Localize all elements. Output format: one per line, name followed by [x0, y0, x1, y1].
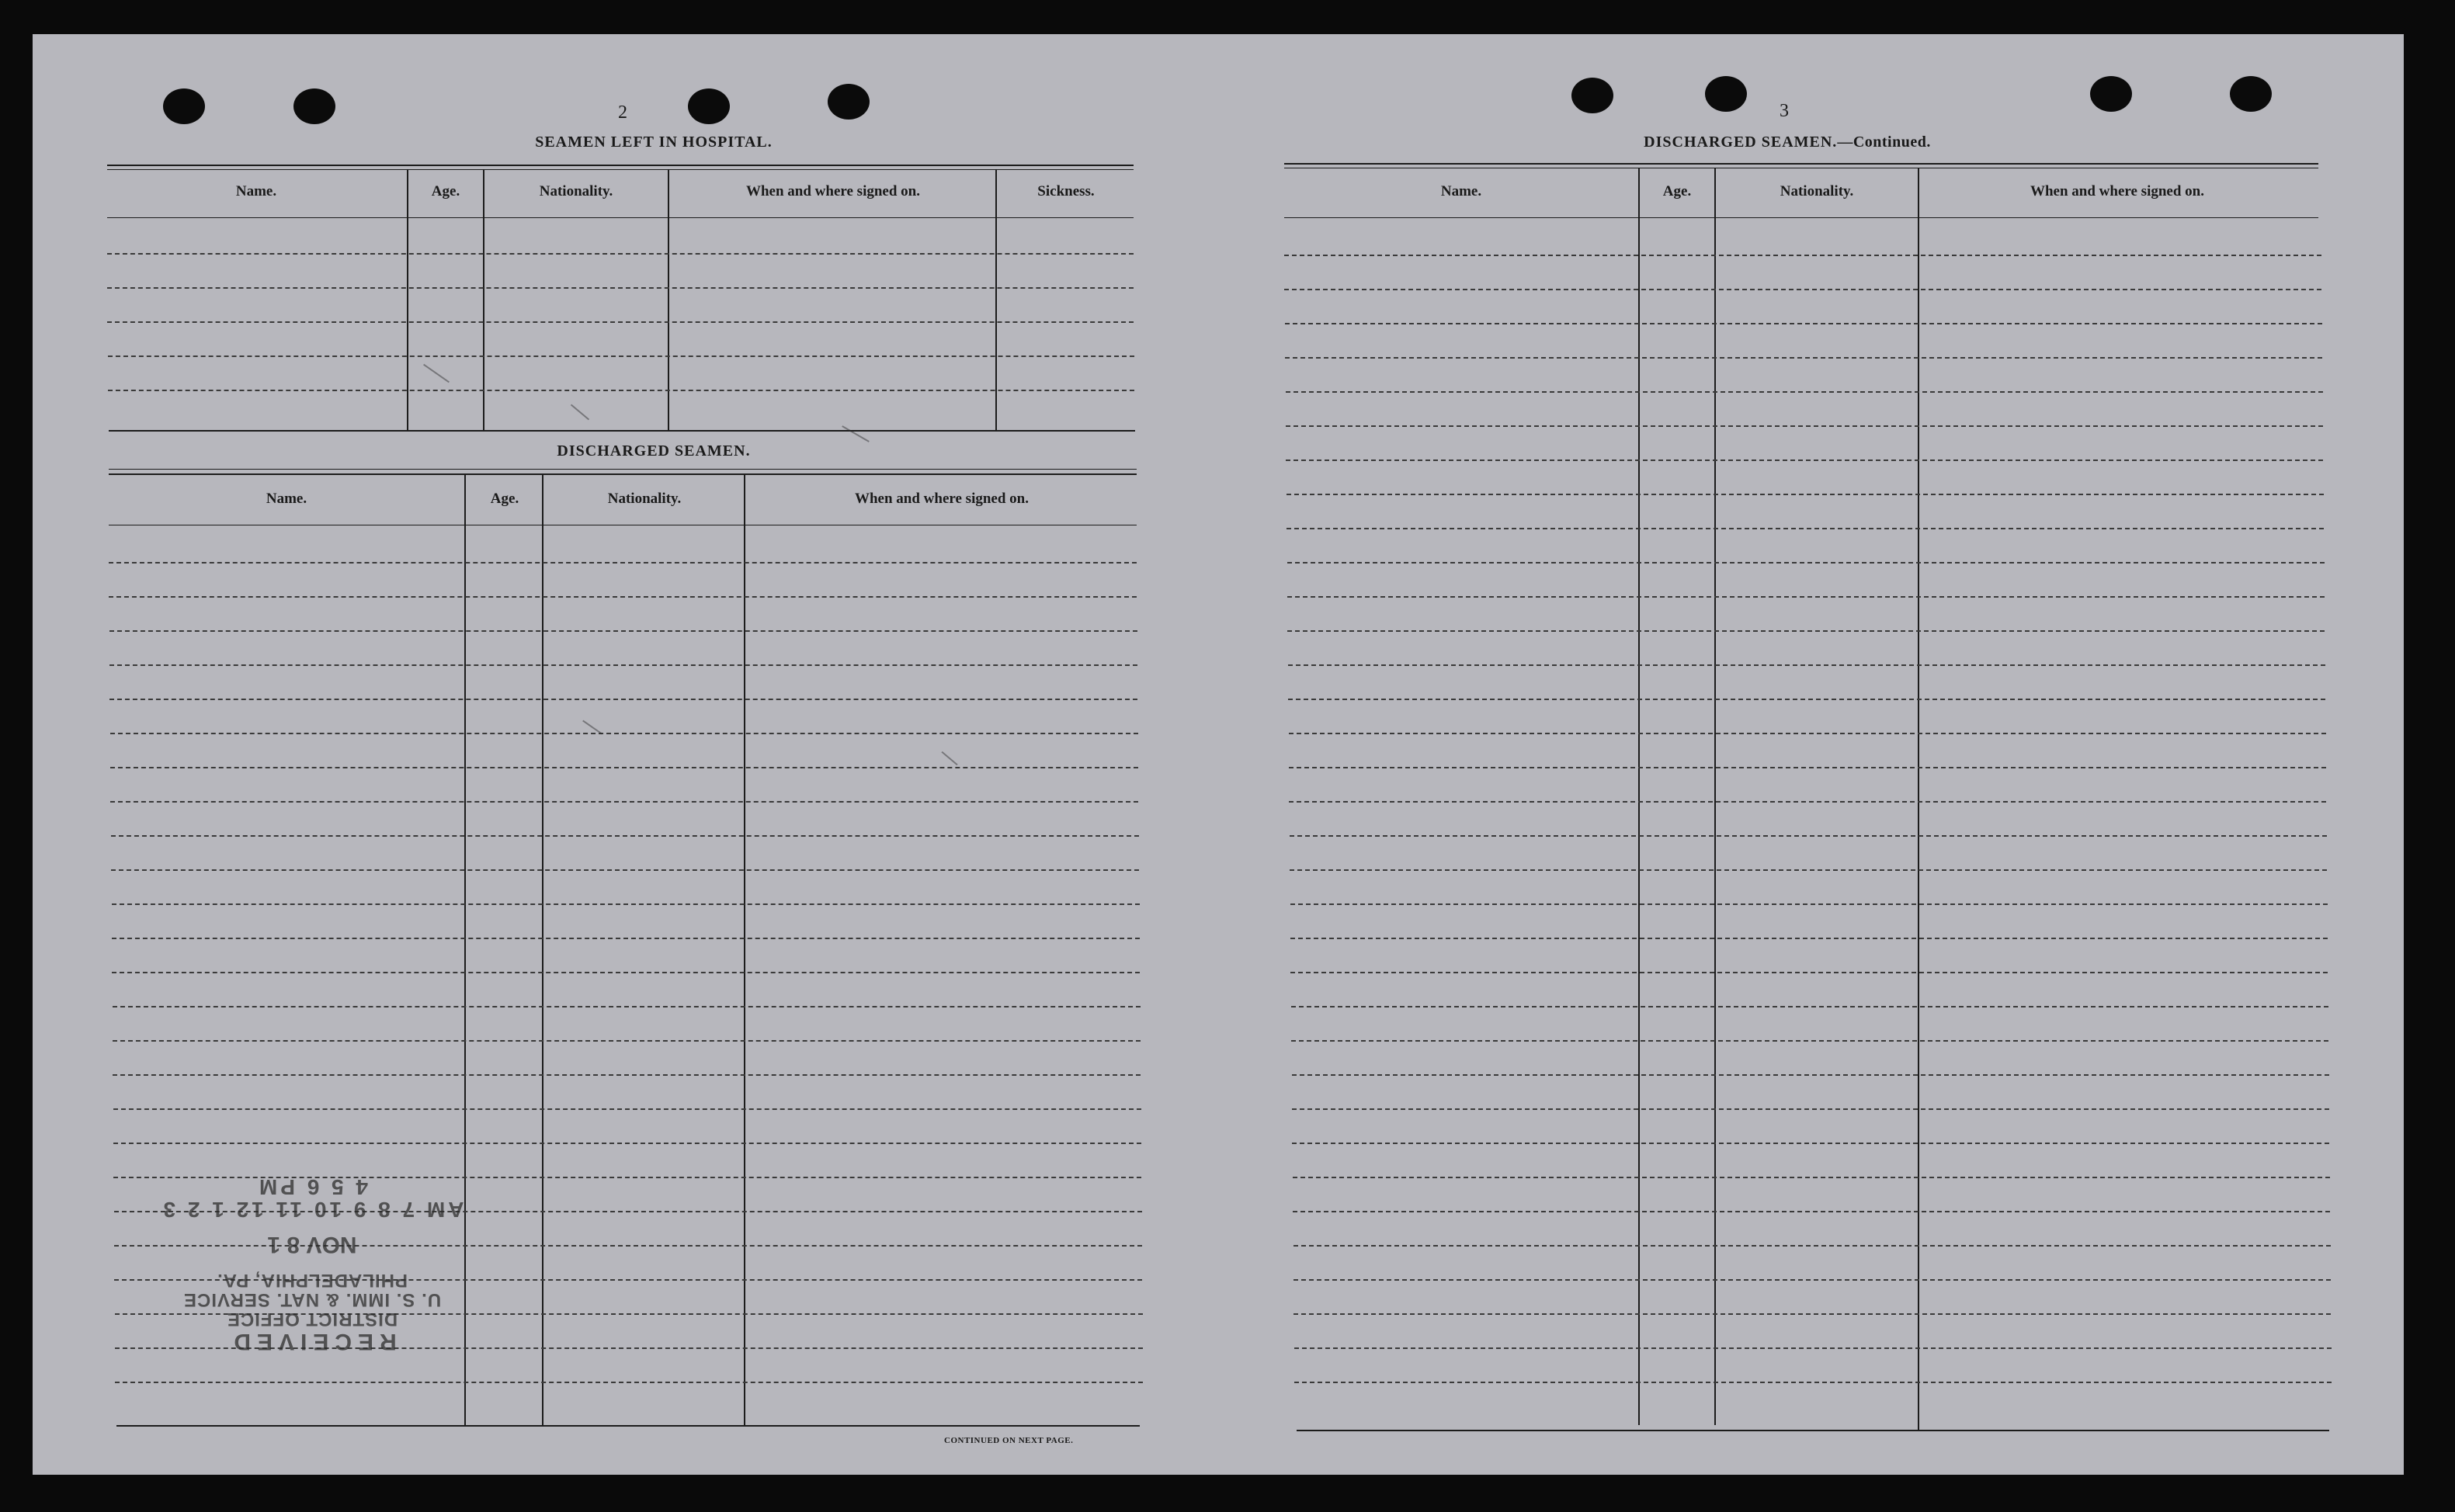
- ink-trace: [941, 751, 957, 765]
- ruled-row-line: [1293, 1313, 2331, 1315]
- ruled-row-line: [1291, 1006, 2328, 1007]
- table-rule: [116, 1425, 1140, 1427]
- right-page: [1197, 34, 2404, 1475]
- ink-trace: [842, 425, 870, 442]
- stamp-line: DISTRICT OFFICE: [226, 1309, 398, 1330]
- ruled-row-line: [1284, 255, 2321, 256]
- table-rule: [1297, 1430, 2329, 1431]
- left-page: [33, 34, 1197, 1475]
- continued-col-signed-on-header: When and where signed on.: [2030, 183, 2204, 199]
- hospital-col-name-header: Name.: [235, 183, 277, 199]
- ruled-row-line: [1287, 562, 2325, 564]
- stamp-line: RECEIVED: [227, 1329, 397, 1354]
- ruled-row-line: [1284, 289, 2321, 290]
- discharged-section-title: DISCHARGED SEAMEN.: [557, 442, 751, 459]
- ruled-row-line: [108, 355, 1134, 357]
- hospital-col-age-header: Age.: [431, 183, 460, 199]
- table-rule: [109, 430, 1135, 432]
- ruled-row-line: [1288, 699, 2325, 700]
- ruled-row-line: [1287, 528, 2324, 529]
- ruled-row-line: [1285, 323, 2322, 324]
- ruled-row-line: [1287, 630, 2325, 632]
- page-number: 2: [618, 102, 627, 123]
- header-underline: [107, 217, 1134, 218]
- table-rule: [109, 469, 1137, 470]
- ruled-row-line: [110, 767, 1138, 768]
- discharged-col-name-header: Name.: [266, 491, 307, 507]
- column-divider: [744, 473, 745, 1425]
- header-underline: [1284, 217, 2318, 218]
- ruled-row-line: [1293, 1279, 2331, 1281]
- ruled-row-line: [1289, 801, 2326, 803]
- ruled-row-line: [1290, 972, 2328, 973]
- continued-col-name-header: Name.: [1440, 183, 1482, 199]
- ruled-row-line: [1290, 835, 2327, 837]
- ruled-row-line: [1293, 1245, 2331, 1247]
- ruled-row-line: [1294, 1382, 2332, 1383]
- ruled-row-line: [112, 972, 1140, 973]
- received-stamp: [149, 1167, 475, 1354]
- ruled-row-line: [1286, 391, 2323, 393]
- stamp-hours: AM 7 8 9 10 11 12 1 2 3 4 5 6 PM: [160, 1175, 464, 1222]
- ink-trace: [423, 364, 450, 383]
- column-divider: [542, 473, 543, 1425]
- hospital-section-title: SEAMEN LEFT IN HOSPITAL.: [535, 134, 773, 151]
- ruled-row-line: [1292, 1143, 2329, 1144]
- ruled-row-line: [109, 699, 1137, 700]
- ruled-row-line: [1294, 1347, 2332, 1349]
- table-rule: [1284, 163, 2318, 165]
- ruled-row-line: [1287, 596, 2325, 598]
- continued-col-nationality-header: Nationality.: [1780, 183, 1854, 199]
- ruled-row-line: [111, 835, 1139, 837]
- ruled-row-line: [113, 1108, 1141, 1110]
- ruled-row-line: [1292, 1074, 2329, 1076]
- ledger-paper: [33, 34, 2404, 1475]
- ruled-row-line: [111, 869, 1139, 871]
- table-rule: [107, 165, 1134, 166]
- stamp-line: PHILADELPHIA, PA.: [217, 1270, 408, 1292]
- column-divider: [1714, 168, 1716, 1425]
- ruled-row-line: [1293, 1177, 2330, 1178]
- ruled-row-line: [107, 321, 1134, 323]
- ruled-row-line: [1287, 494, 2324, 495]
- continued-note: CONTINUED ON NEXT PAGE.: [944, 1436, 1074, 1445]
- table-rule: [107, 169, 1134, 170]
- ruled-row-line: [109, 664, 1137, 666]
- ruled-row-line: [1290, 869, 2327, 871]
- ruled-row-line: [109, 562, 1137, 564]
- ruled-row-line: [1291, 1040, 2328, 1042]
- discharged-col-nationality-header: Nationality.: [607, 491, 682, 507]
- ruled-row-line: [110, 733, 1138, 734]
- ruled-row-line: [112, 903, 1140, 905]
- ruled-row-line: [112, 938, 1140, 939]
- ruled-row-line: [108, 390, 1134, 391]
- ruled-row-line: [1286, 425, 2323, 427]
- ruled-row-line: [1292, 1108, 2329, 1110]
- discharged-col-signed-on-header: When and where signed on.: [854, 491, 1029, 507]
- discharged-continued-title: [1570, 134, 2005, 151]
- ruled-row-line: [113, 1006, 1141, 1007]
- ruled-row-line: [1289, 767, 2326, 768]
- ruled-row-line: [113, 1143, 1141, 1144]
- hospital-col-signed-on-header: When and where signed on.: [745, 183, 920, 199]
- stamp-date: NOV 8 1: [267, 1231, 357, 1257]
- ink-trace: [571, 404, 589, 421]
- ruled-row-line: [107, 287, 1134, 289]
- hospital-col-sickness-header: Sickness.: [1037, 183, 1095, 199]
- ruled-row-line: [1290, 938, 2328, 939]
- hospital-col-nationality-header: Nationality.: [539, 183, 613, 199]
- ruled-row-line: [107, 253, 1134, 255]
- ruled-row-line: [1289, 733, 2326, 734]
- ruled-row-line: [110, 801, 1138, 803]
- column-divider: [1638, 168, 1640, 1425]
- continued-col-age-header: Age.: [1662, 183, 1692, 199]
- ruled-row-line: [1293, 1211, 2330, 1212]
- discharged-col-age-header: Age.: [490, 491, 519, 507]
- ruled-row-line: [1288, 664, 2325, 666]
- title-continued: —Continued.: [1837, 134, 1931, 151]
- stamp-line: U. S. IMM. & NAT. SERVICE: [182, 1289, 442, 1311]
- ruled-row-line: [115, 1382, 1143, 1383]
- ruled-row-line: [1285, 357, 2322, 359]
- table-rule: [109, 473, 1137, 475]
- title-main: DISCHARGED SEAMEN.: [1644, 134, 1838, 151]
- ruled-row-line: [113, 1074, 1141, 1076]
- ruled-row-line: [1290, 903, 2328, 905]
- ruled-row-line: [109, 596, 1137, 598]
- ruled-row-line: [109, 630, 1137, 632]
- page-number: 3: [1780, 101, 1789, 121]
- ruled-row-line: [113, 1040, 1141, 1042]
- ruled-row-line: [1286, 459, 2323, 461]
